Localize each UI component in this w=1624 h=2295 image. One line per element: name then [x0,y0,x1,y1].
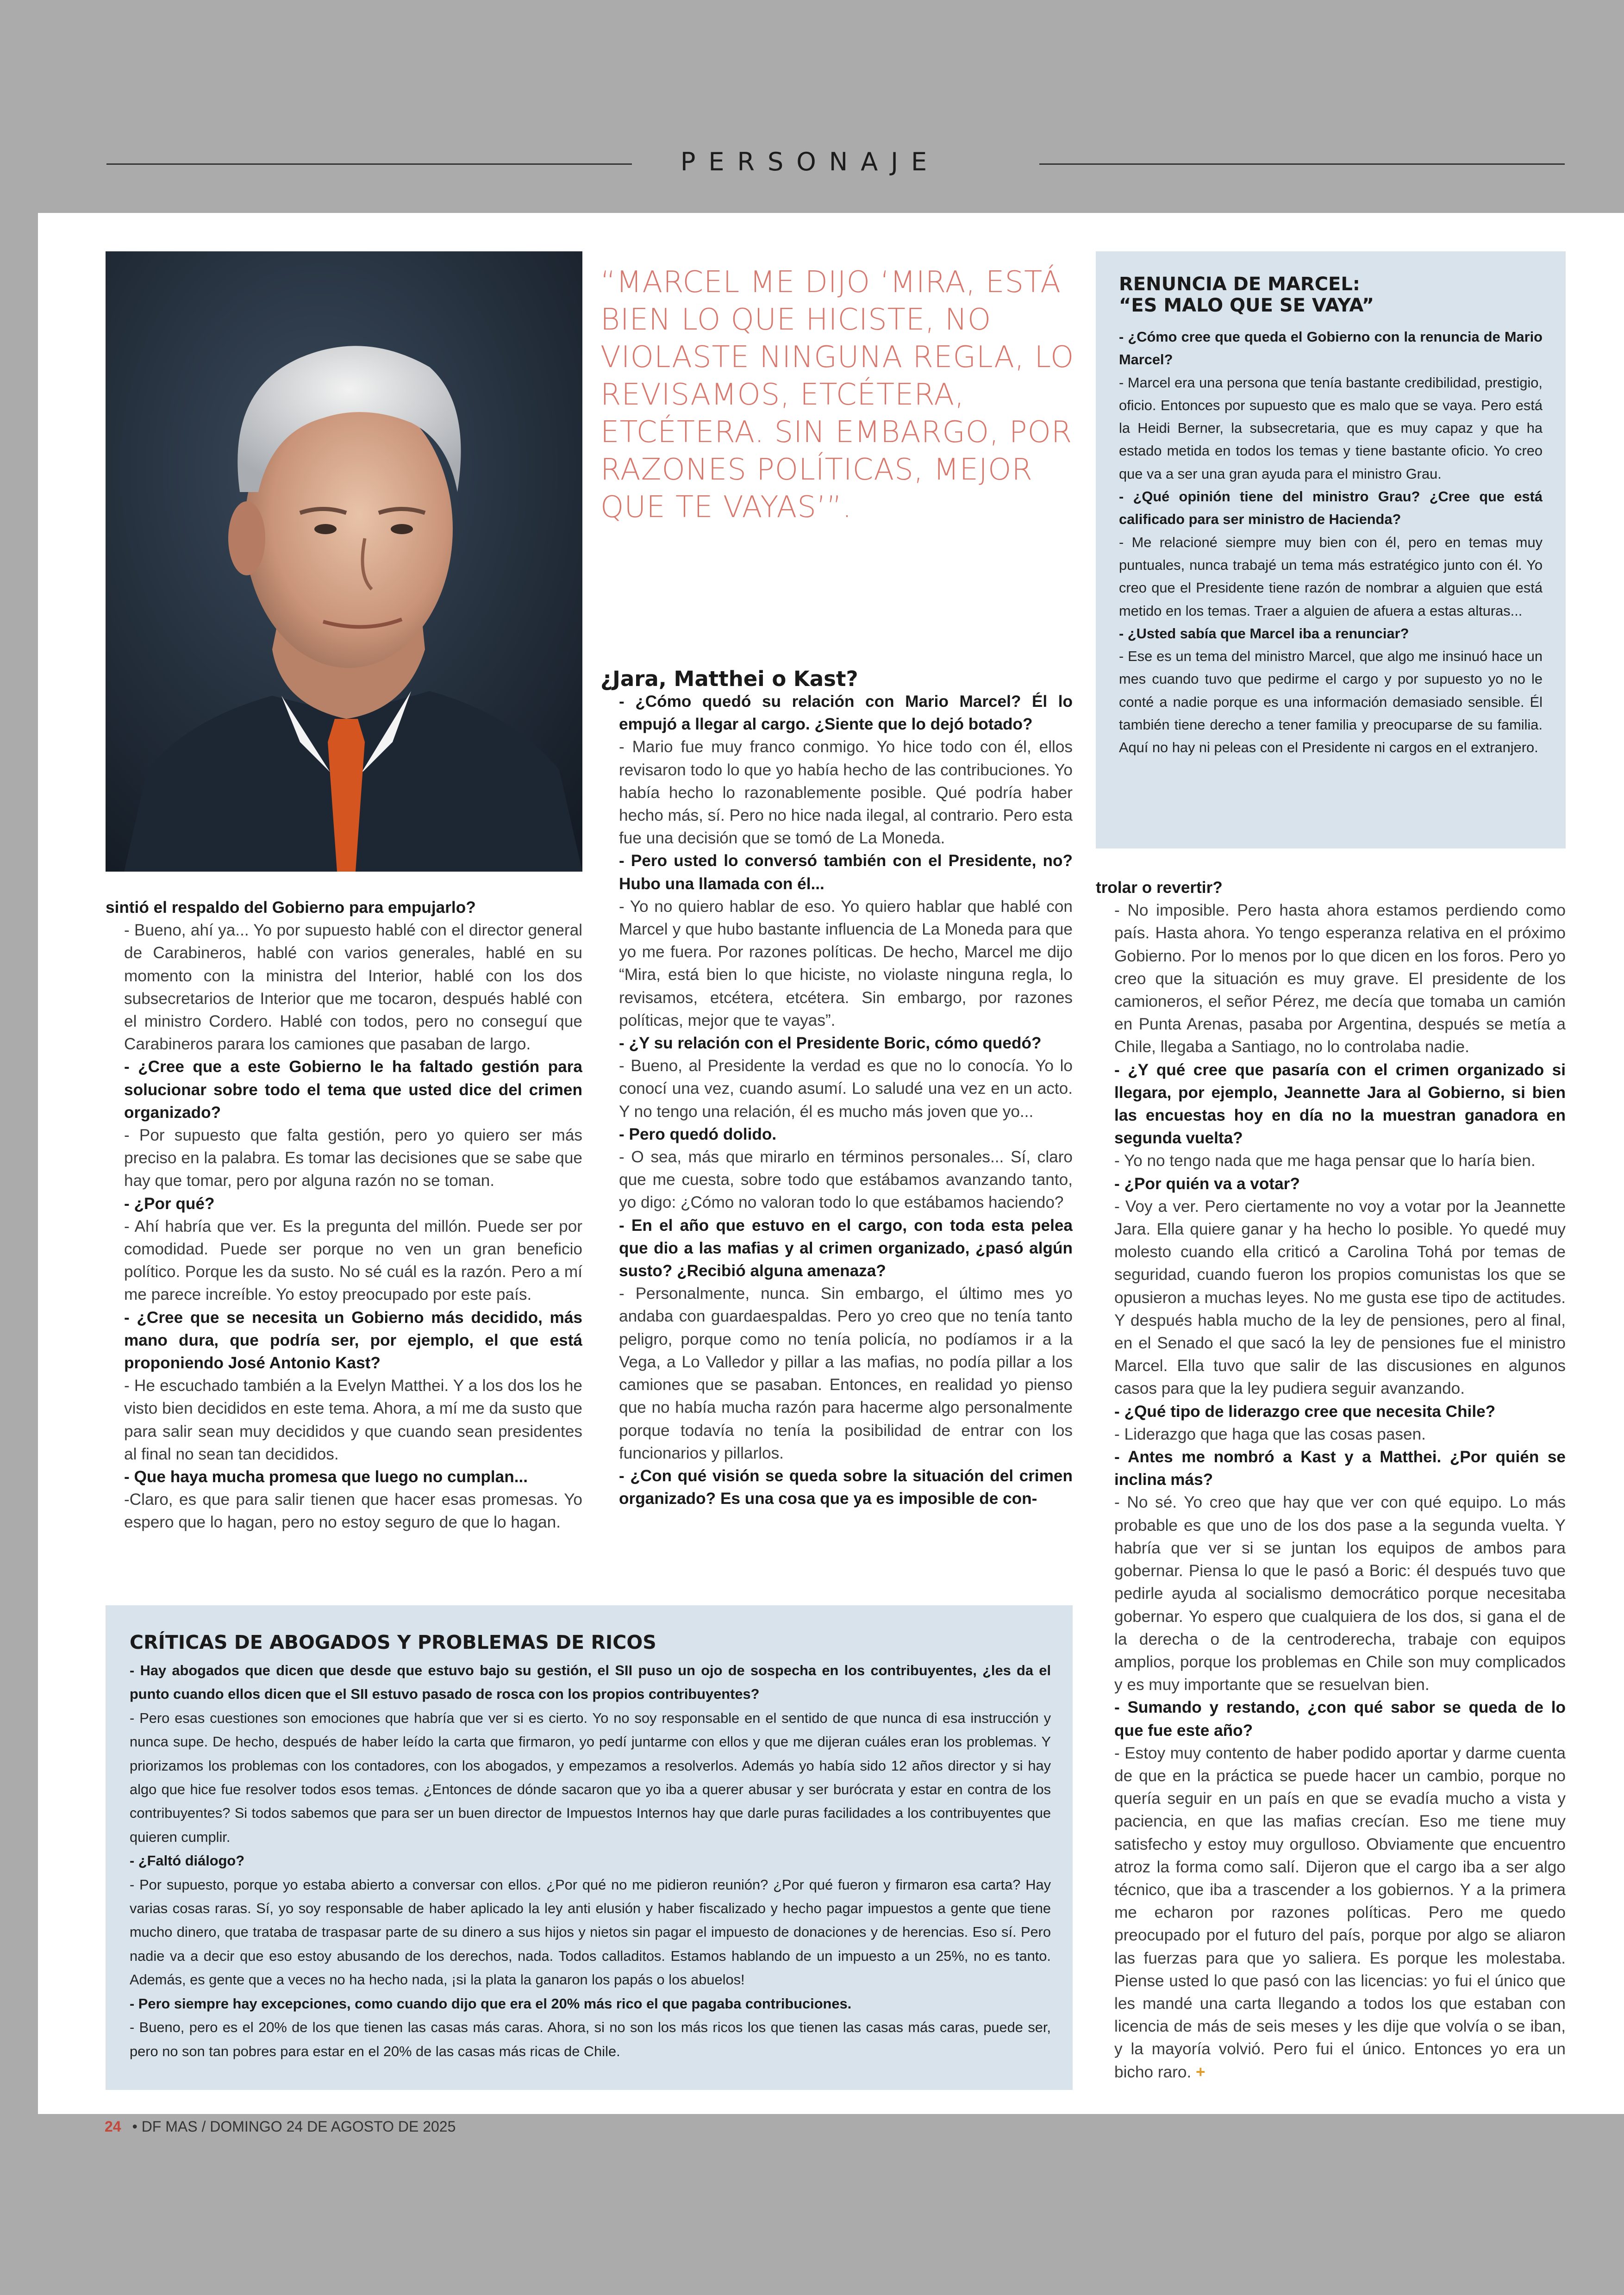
end-mark-icon: + [1191,2063,1206,2081]
paragraph-text: - ¿Por quién va a votar? [1114,1174,1300,1193]
interview-answer [600,736,1073,849]
interview-question [600,1214,1073,1283]
box-question: - ¿Usted sabía que Marcel iba a renunciar? [1119,625,1409,642]
box-question: - ¿Faltó diálogo? [130,1852,245,1869]
paragraph-text: sintió el respaldo del Gobierno para empujarlo? [106,898,476,917]
interview-question [1096,1400,1566,1423]
paragraph-text: - Antes me nombró a Kast y a Matthei. ¿Por quién se inclina más? [1114,1448,1566,1489]
paragraph-text: - Que haya mucha promesa que luego no cumplan... [124,1468,528,1486]
paragraph-text: - He escuchado también a la Evelyn Matthei. Y a los dos los he visto bien decididos en este tema. Ahora, a mí me da susto que para salir sean muy decididos y que cuando sean presidentes al final no sean tan decididos. [124,1377,582,1463]
box-answer: - Bueno, pero es el 20% de los que tienen las casas más caras. Ahora, si no son los más ricos los que tienen las casas más caras, puede ser, pero no son tan pobres para estar en el 20% de las casas más ricas de Chile. [130,2019,1051,2059]
paragraph-text: - Pero usted lo conversó también con el Presidente, no? Hubo una llamada con él... [619,852,1073,893]
interview-answer [106,1374,582,1466]
paragraph-text: - ¿Cree que a este Gobierno le ha faltado gestión para solucionar sobre todo el tema que usted dice del crimen organizado? [124,1058,582,1122]
interview-answer [1096,1195,1566,1400]
box-question: - ¿Cómo cree que queda el Gobierno con la renuncia de Mario Marcel? [1119,329,1543,368]
box-answer: - Marcel era una persona que tenía bastante credibilidad, prestigio, oficio. Entonces por supuesto que es malo que se vaya. Pero está la Heidi Berner, la subsecretaria, que es muy capaz y que ha estado metida en todos los temas y tiene bastante oficio. Yo creo que va a ser una gran ayuda para el ministro Grau. [1119,374,1543,482]
paragraph-text: - ¿Y su relación con el Presidente Boric, cómo quedó? [619,1034,1042,1053]
interview-answer [600,895,1073,1032]
box-answer: - Por supuesto, porque yo estaba abierto a conversar con ellos. ¿Por qué no me pidieron reunión? ¿Por qué fueron y firmaron esa carta? Hay varias cosas raras. Sí, yo soy responsable de haber aplicado la ley anti elusión y haber fiscalizado y hecho pagar impuestos a gente que tiene mucho dinero, que trataba de traspasar parte de su dinero a sus hijos y nietos sin pagar el impuesto de donaciones y de herencias. Eso sí. Pero nadie va a decir que eso estoy abusando de los derechos, nada. Todos calladitos. Estamos hablando de un impuesto a un 25%, no es tanto. Además, es gente que a veces no ha hecho nada, ¡si la plata la ganaron los papás o los abuelos! [130,1876,1051,1988]
box-criticas-title: CRÍTICAS DE ABOGADOS Y PROBLEMAS DE RICOS [130,1631,656,1653]
interview-question [600,1465,1073,1510]
paragraph-text: - Personalmente, nunca. Sin embargo, el último mes yo andaba con guardaespaldas. Pero yo creo que no tenía tanto peligro, porque como no tenía policía, no podíamos ir a la Vega, a Lo Valledor y pillar a las mafias, no podía pillar a los camiones que se pasaban. Entonces, en realidad yo pienso que no había mucha razón para hacerme algo personalmente porque todavía no tenía la posibilidad de entrar con los funcionarios y pillarlos. [619,1285,1073,1462]
interview-question [600,690,1073,736]
paragraph-text: trolar o revertir? [1096,879,1223,897]
paragraph-text: - Pero quedó dolido. [619,1125,777,1143]
paragraph-text: -Claro, es que para salir tienen que hacer esas promesas. Yo espero que lo hagan, pero no estoy seguro de que lo hagan. [124,1491,582,1532]
paragraph-text: - ¿Cree que se necesita un Gobierno más decidido, más mano dura, que podría ser, por ejemplo, el que está proponiendo José Antonio Kast? [124,1308,582,1372]
sidebar-box-criticas [106,1605,1073,2090]
paragraph-text: - Mario fue muy franco conmigo. Yo hice todo con él, ellos revisaron todo lo que yo había hecho de las contribuciones. Yo había hecho lo razonablemente posible. Qué podría haber hecho más, sí. Pero no hice nada ilegal, al contrario. Pero esta fue una decisión que se tomó de La Moneda. [619,738,1073,848]
footer-date: DOMINGO 24 DE AGOSTO DE 2025 [210,2118,456,2135]
box-criticas-body [130,1659,1051,2063]
interview-question [1096,1172,1566,1195]
interview-question [1096,876,1566,899]
box-marcel-title-line2: “ES MALO QUE SE VAYA” [1119,295,1374,316]
paragraph-text: - Yo no tengo nada que me haga pensar que lo haría bien. [1114,1152,1536,1170]
paragraph-text: - Bueno, ahí ya... Yo por supuesto hablé con el director general de Carabineros, hablé con varios generales, hablé en su momento con la ministra del Interior, hablé con los dos subsecretarios de Interior que me tocaron, después hablé con el ministro Cordero. Hablé con todos, pero no conseguí que Carabineros parara los camiones que pasaban de largo. [124,921,582,1054]
box-answer: - Ese es un tema del ministro Marcel, que algo me insinuó hace un mes cuando tuvo que pedirme el cargo y por supuesto yo no le conté a nadie porque es una información demasiado sensible. Él también tiene derecho a tener familia y preocuparse de su familia. Aquí no hay ni peleas con el Presidente ni cargos en el extranjero. [1119,648,1543,756]
box-question: - Hay abogados que dicen que desde que estuvo bajo su gestión, el SII puso un ojo de sospecha en los contribuyentes, ¿les da el punto cuando ellos dicen que el SII estuvo pasado de rosca con los propios contribuyentes? [130,1662,1051,1703]
interview-answer [600,1146,1073,1214]
page-number: 24 [105,2118,121,2135]
interview-question [1096,1696,1566,1741]
paragraph-text: - ¿Cómo quedó su relación con Mario Marcel? Él lo empujó a llegar al cargo. ¿Siente que lo dejó botado? [619,692,1073,734]
box-marcel-title [1119,274,1374,316]
interview-answer [106,1124,582,1192]
paragraph-text: - Por supuesto que falta gestión, pero yo quiero ser más preciso en la palabra. Es tomar las decisiones que se sabe que hay que tomar, pero por alguna razón no se toman. [124,1126,582,1190]
paragraph-text: - Voy a ver. Pero ciertamente no voy a votar por la Jeannette Jara. Ella quiere ganar y ha hecho lo posible. Yo quedé muy molesto cuando ella criticó a Carolina Tohá por temas de seguridad, cuando fueron los propios comunistas los que se opusieron a muchas leyes. No me gusta ese tipo de actitudes. Y después habla mucho de la ley de pensiones, pero al final, en el Senado el que sacó la ley de pensiones fue el ministro Marcel. Ella tuvo que salir de las discusiones en algunos casos para que la ley pudiera seguir avanzando. [1114,1197,1566,1398]
header-rule-left [106,163,632,165]
paragraph-text: - No sé. Yo creo que hay que ver con qué equipo. Lo más probable es que uno de los dos pase a la segunda vuelta. Y habría que ver si se juntan los equipos de ambos para gobernar. Piensa lo que le pasó a Boric: él después tuvo que pedirle ayuda al socialismo democrático porque necesitaba gobernar. Yo espero que cualquiera de los dos, si gana el de la derecha o de la centroderecha, trabaje con equipos amplios, porque los problemas en Chile son muy complicados y es muy importante que se resuelvan bien. [1114,1493,1566,1694]
portrait-image [106,251,582,872]
interview-question [600,849,1073,895]
paragraph-text: - Estoy muy contento de haber podido aportar y darme cuenta de que en la práctica se puede hacer un cambio, porque no quería seguir en un país en que se evadía mucho a vista y paciencia, en que las mafias crecían. Eso me tiene muy satisfecho y estoy muy orgulloso. Obviamente que encuentro atroz la forma como salí. Dijeron que el cargo iba a ser algo técnico, que iba a trascender a los gobiernos. Y a la primera me echaron por razones políticas. Pero me quedo preocupado por el futuro del país, porque por algo se aliaron las fuerzas para que yo saliera. Es porque les molestaba. Piense usted lo que pasó con las licencias: yo fui el único que les mandé una carta llegando a todos los que estaban con licencia de más de seis meses y les dije que volvía o se iban, y la mayoría volvió. Pero fui el único. Entonces yo era un bicho raro. [1114,1744,1566,2081]
interview-answer [1096,1491,1566,1696]
interview-answer [1096,1423,1566,1446]
column-right [1096,876,1566,2108]
paragraph-text: - ¿Con qué visión se queda sobre la situación del crimen organizado? Es una cosa que ya es imposible de con- [619,1466,1073,1508]
interview-answer [1096,1742,1566,2083]
interview-question [600,1123,1073,1146]
paragraph-text: - Sumando y restando, ¿con qué sabor se queda de lo que fue este año? [1114,1698,1566,1740]
page-footer [105,2118,456,2135]
paragraph-text: - Ahí habría que ver. Es la pregunta del millón. Puede ser por comodidad. Puede ser porque no ven un gran beneficio político. Porque les da susto. No sé cuál es la razón. Pero a mí me parece increíble. Yo estoy preocupado por este país. [124,1217,582,1304]
box-marcel-title-line1: RENUNCIA DE MARCEL: [1119,274,1360,295]
interview-question [106,1466,582,1488]
paragraph-text: - Yo no quiero hablar de eso. Yo quiero hablar que hablé con Marcel y que hubo bastante influencia de La Moneda para que yo me fuera. Por razones políticas. De hecho, Marcel me dijo “Mira, está bien lo que hiciste, no violaste ninguna regla, lo revisamos, etcétera, etcétera. Sin embargo, por razones políticas, mejor que te vayas”. [619,897,1073,1029]
interview-question [1096,1446,1566,1491]
interview-question [106,896,582,919]
interview-answer [106,919,582,1055]
footer-separator: / [201,2118,206,2135]
subheading: ¿Jara, Matthei o Kast? [600,667,858,691]
paragraph-text: - ¿Y qué cree que pasaría con el crimen organizado si llegara, por ejemplo, Jeannette Jara al Gobierno, si bien las encuestas hoy en día no la muestran ganadora en segunda vuelta? [1114,1060,1566,1148]
box-answer: - Me relacioné siempre muy bien con él, pero en temas muy puntuales, nunca trabajé un tema más estratégico junto con él. Yo creo que el Presidente tiene razón de nombrar a alguien que está metido en los temas. Traer a alguien de afuera a estas alturas... [1119,534,1543,619]
paragraph-text: - Bueno, al Presidente la verdad es que no lo conocía. Yo lo conocí una vez, cuando asumí. Lo saludé una vez en un acto. Y no tengo una relación, él es mucho más joven que yo... [619,1057,1073,1121]
column-middle [600,690,1073,1570]
paragraph-text: - No imposible. Pero hasta ahora estamos perdiendo como país. Hasta ahora. Yo tengo esperanza relativa en el próximo Gobierno. Por lo menos por lo que dicen en los foros. Pero yo creo que la situación es muy grave. El presidente de los camioneros, el señor Pérez, me decía que tomaba un camión en Punta Arenas, pasaba por Argentina, después se metía a Chile, llegaba a Santiago, no lo controlaba nadie. [1114,901,1566,1056]
interview-question [106,1055,582,1124]
interview-question [1096,1059,1566,1150]
interview-question [106,1192,582,1215]
interview-answer [1096,899,1566,1058]
section-title: PERSONAJE [680,147,940,176]
paragraph-text: - Liderazgo que haga que las cosas pasen. [1114,1425,1426,1443]
pull-quote: “MARCEL ME DIJO ‘MIRA, ESTÁ BIEN LO QUE HICISTE, NO VIOLASTE NINGUNA REGLA, LO REVISAMOS, ETCÉTERA, ETCÉTERA. SIN EMBARGO, POR RAZONES POLÍTICAS, MEJOR QUE TE VAYAS’”. [600,265,1074,524]
interview-answer [600,1282,1073,1465]
box-question: - Pero siempre hay excepciones, como cuando dijo que era el 20% más rico el que pagaba contribuciones. [130,1995,852,2012]
sidebar-box-marcel [1096,251,1566,848]
interview-answer [106,1488,582,1534]
column-left [106,896,582,1577]
header-rule-right [1039,163,1565,165]
paragraph-text: - ¿Qué tipo de liderazgo cree que necesita Chile? [1114,1402,1496,1421]
paragraph-text: - O sea, más que mirarlo en términos personales... Sí, claro que me cuesta, sobre todo que estábamos avanzando tanto, yo digo: ¿Cómo no valoran todo lo que estábamos haciendo? [619,1148,1073,1212]
interview-answer [1096,1149,1566,1172]
interview-answer [106,1215,582,1306]
portrait-photo [106,251,582,872]
interview-question [600,1032,1073,1054]
interview-question [106,1306,582,1375]
box-question: - ¿Qué opinión tiene del ministro Grau? ¿Cree que está calificado para ser ministro de Hacienda? [1119,488,1543,528]
box-marcel-body [1119,325,1543,759]
box-answer: - Pero esas cuestiones son emociones que habría que ver si es cierto. Yo no soy responsable en el sentido de que nunca di esa instrucción y nunca supe. De hecho, después de haber leído la carta que firmaron, yo pedí juntarme con ellos y que me dijeran cuáles eran los problemas. Y priorizamos los problemas con los contadores, con los abogados, y empezamos a resolverlos. Además yo había sido 12 años director y si hay algo que hice fue resolver todos esos temas. ¿Entonces de dónde sacaron que yo iba a querer abusar y ser burócrata y estar en contra de los contribuyentes? Si todos sabemos que para ser un buen director de Impuestos Internos hay que darle puras facilidades a los contribuyentes que quieren cumplir. [130,1709,1051,1845]
paragraph-text: - ¿Por qué? [124,1194,215,1213]
interview-answer [600,1054,1073,1123]
paragraph-text: - En el año que estuvo en el cargo, con toda esta pelea que dio a las mafias y al crimen organizado, ¿pasó algún susto? ¿Recibió alguna amenaza? [619,1216,1073,1280]
footer-publication: • DF MAS [132,2118,198,2135]
